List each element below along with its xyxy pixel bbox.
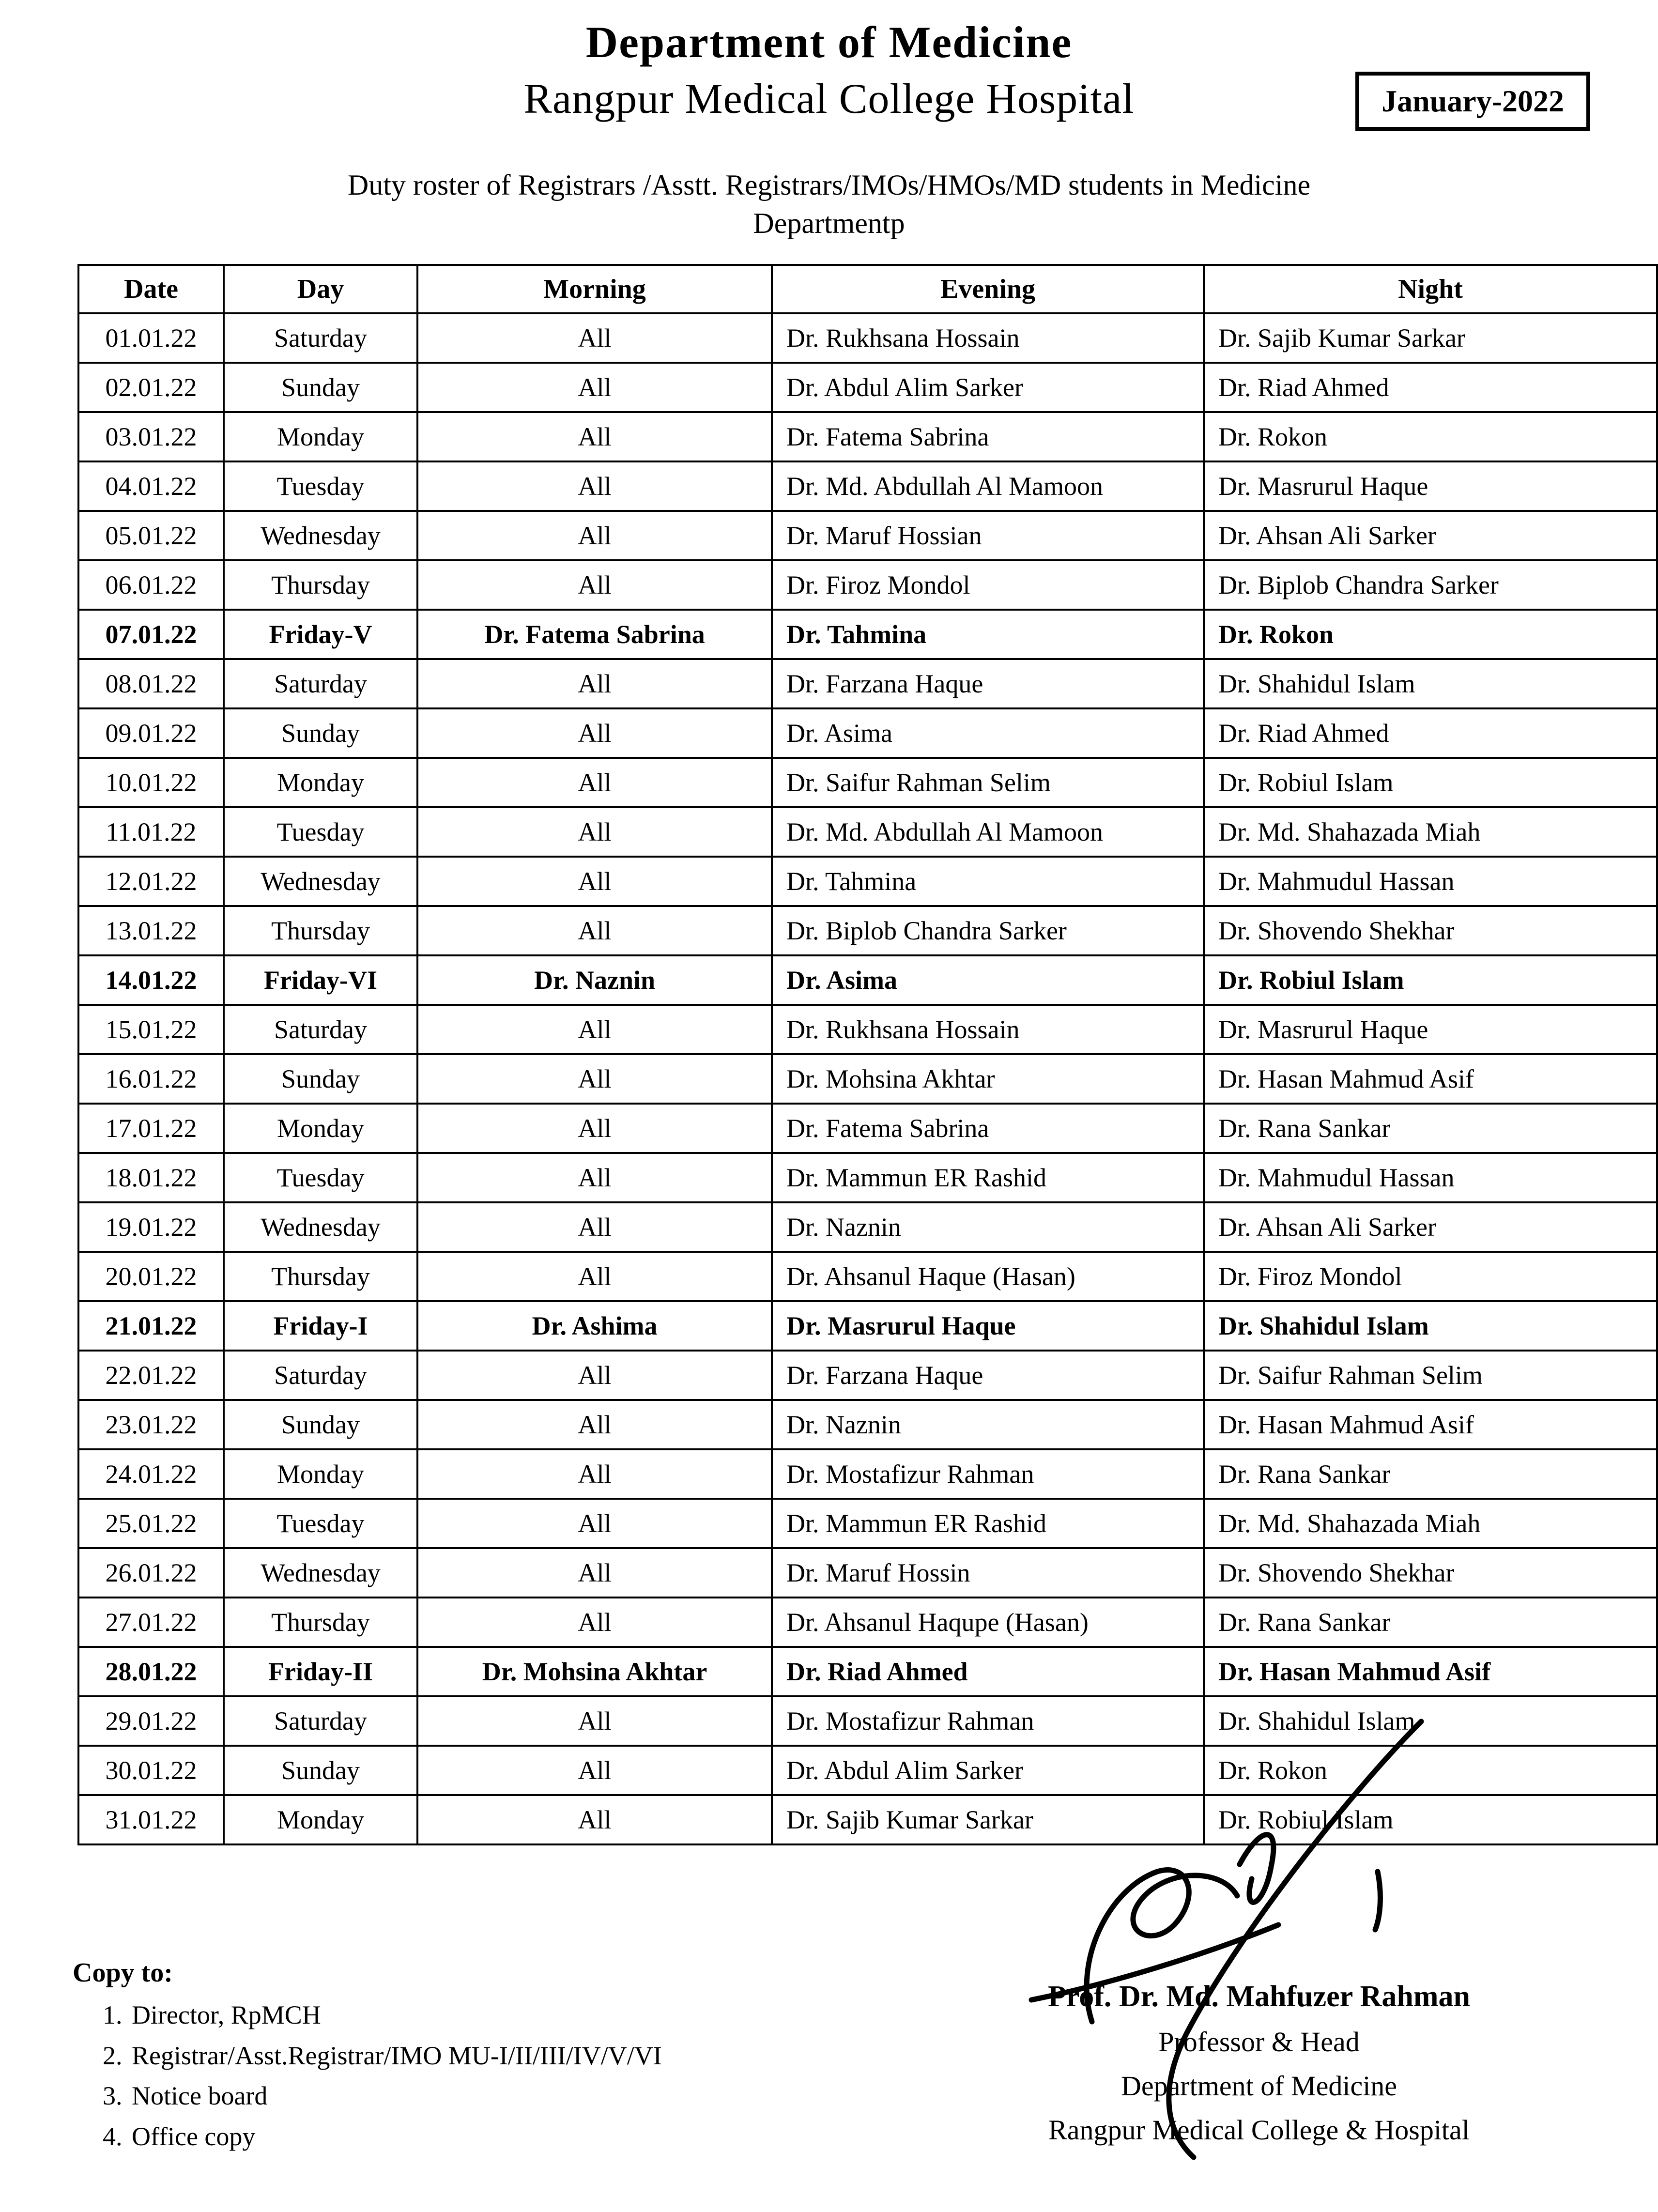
evening-cell: Dr. Maruf Hossin bbox=[772, 1548, 1204, 1598]
evening-cell: Dr. Asima bbox=[772, 955, 1204, 1005]
date-cell: 23.01.22 bbox=[78, 1400, 224, 1449]
table-row bbox=[78, 807, 1657, 857]
table-row bbox=[78, 1005, 1657, 1054]
day-cell: Monday bbox=[224, 758, 417, 807]
table-row bbox=[78, 1696, 1657, 1746]
day-cell: Friday-I bbox=[224, 1301, 417, 1351]
date-cell: 25.01.22 bbox=[78, 1499, 224, 1548]
evening-cell: Dr. Tahmina bbox=[772, 857, 1204, 906]
copy-to-section bbox=[73, 1957, 662, 2157]
copy-to-item: 2. Registrar/Asst.Registrar/IMO MU-I/II/III/IV/V/VI bbox=[129, 2036, 662, 2076]
night-cell: Dr. Rokon bbox=[1204, 412, 1657, 461]
date-cell: 13.01.22 bbox=[78, 906, 224, 955]
night-cell: Dr. Md. Shahazada Miah bbox=[1204, 807, 1657, 857]
night-cell: Dr. Hasan Mahmud Asif bbox=[1204, 1054, 1657, 1104]
description-line-2: Departmentp bbox=[753, 207, 905, 239]
table-row bbox=[78, 857, 1657, 906]
column-header-evening: Evening bbox=[772, 265, 1204, 313]
table-row bbox=[78, 955, 1657, 1005]
table-row bbox=[78, 1795, 1657, 1844]
day-cell: Friday-VI bbox=[224, 955, 417, 1005]
evening-cell: Dr. Md. Abdullah Al Mamoon bbox=[772, 807, 1204, 857]
day-cell: Sunday bbox=[224, 708, 417, 758]
night-cell: Dr. Biplob Chandra Sarker bbox=[1204, 560, 1657, 610]
morning-cell: All bbox=[417, 461, 772, 511]
evening-cell: Dr. Naznin bbox=[772, 1202, 1204, 1252]
table-row bbox=[78, 1351, 1657, 1400]
duty-roster-table bbox=[77, 264, 1658, 1845]
morning-cell: All bbox=[417, 1054, 772, 1104]
date-cell: 22.01.22 bbox=[78, 1351, 224, 1400]
date-cell: 11.01.22 bbox=[78, 807, 224, 857]
table-row bbox=[78, 1499, 1657, 1548]
night-cell: Dr. Robiul Islam bbox=[1204, 758, 1657, 807]
table-row bbox=[78, 511, 1657, 560]
night-cell: Dr. Hasan Mahmud Asif bbox=[1204, 1647, 1657, 1696]
evening-cell: Dr. Farzana Haque bbox=[772, 659, 1204, 708]
night-cell: Dr. Rokon bbox=[1204, 610, 1657, 659]
night-cell: Dr. Rana Sankar bbox=[1204, 1598, 1657, 1647]
day-cell: Friday-II bbox=[224, 1647, 417, 1696]
page-subtitle: Rangpur Medical College Hospital bbox=[523, 76, 1135, 123]
table-row bbox=[78, 1153, 1657, 1202]
table-row bbox=[78, 1202, 1657, 1252]
morning-cell: All bbox=[417, 659, 772, 708]
signatory-role: Professor & Head bbox=[1158, 2026, 1360, 2058]
table-row bbox=[78, 313, 1657, 363]
evening-cell: Dr. Ahsanul Haqupe (Hasan) bbox=[772, 1598, 1204, 1647]
morning-cell: All bbox=[417, 1153, 772, 1202]
morning-cell: Dr. Ashima bbox=[417, 1301, 772, 1351]
roster-body bbox=[78, 313, 1657, 1844]
morning-cell: Dr. Fatema Sabrina bbox=[417, 610, 772, 659]
day-cell: Thursday bbox=[224, 1252, 417, 1301]
column-header-day: Day bbox=[224, 265, 417, 313]
description-line-1: Duty roster of Registrars /Asstt. Registrars/IMOs/HMOs/MD students in Medicine bbox=[347, 169, 1311, 201]
day-cell: Tuesday bbox=[224, 807, 417, 857]
night-cell: Dr. Riad Ahmed bbox=[1204, 708, 1657, 758]
morning-cell: All bbox=[417, 758, 772, 807]
evening-cell: Dr. Fatema Sabrina bbox=[772, 412, 1204, 461]
evening-cell: Dr. Rukhsana Hossain bbox=[772, 313, 1204, 363]
morning-cell: All bbox=[417, 560, 772, 610]
date-cell: 01.01.22 bbox=[78, 313, 224, 363]
signatory-name: Prof. Dr. Md. Mahfuzer Rahman bbox=[1048, 1980, 1470, 2013]
signatory-institution: Rangpur Medical College & Hospital bbox=[1048, 2114, 1470, 2146]
day-cell: Monday bbox=[224, 1104, 417, 1153]
day-cell: Thursday bbox=[224, 560, 417, 610]
night-cell: Dr. Ahsan Ali Sarker bbox=[1204, 1202, 1657, 1252]
day-cell: Saturday bbox=[224, 659, 417, 708]
evening-cell: Dr. Sajib Kumar Sarkar bbox=[772, 1795, 1204, 1844]
table-row bbox=[78, 1400, 1657, 1449]
night-cell: Dr. Saifur Rahman Selim bbox=[1204, 1351, 1657, 1400]
night-cell: Dr. Mahmudul Hassan bbox=[1204, 857, 1657, 906]
night-cell: Dr. Masrurul Haque bbox=[1204, 1005, 1657, 1054]
table-row bbox=[78, 1598, 1657, 1647]
day-cell: Saturday bbox=[224, 1005, 417, 1054]
evening-cell: Dr. Tahmina bbox=[772, 610, 1204, 659]
day-cell: Sunday bbox=[224, 1746, 417, 1795]
evening-cell: Dr. Mostafizur Rahman bbox=[772, 1449, 1204, 1499]
copy-to-label: Copy to: bbox=[73, 1958, 173, 1988]
signatory-department: Department of Medicine bbox=[1121, 2070, 1397, 2102]
morning-cell: Dr. Naznin bbox=[417, 955, 772, 1005]
night-cell: Dr. Masrurul Haque bbox=[1204, 461, 1657, 511]
morning-cell: All bbox=[417, 1795, 772, 1844]
copy-to-item: 3. Notice board bbox=[129, 2076, 662, 2117]
date-cell: 17.01.22 bbox=[78, 1104, 224, 1153]
day-cell: Wednesday bbox=[224, 1548, 417, 1598]
day-cell: Saturday bbox=[224, 313, 417, 363]
date-cell: 28.01.22 bbox=[78, 1647, 224, 1696]
night-cell: Dr. Ahsan Ali Sarker bbox=[1204, 511, 1657, 560]
evening-cell: Dr. Mammun ER Rashid bbox=[772, 1499, 1204, 1548]
column-header-morning: Morning bbox=[417, 265, 772, 313]
morning-cell: All bbox=[417, 906, 772, 955]
date-cell: 03.01.22 bbox=[78, 412, 224, 461]
day-cell: Sunday bbox=[224, 1054, 417, 1104]
night-cell: Dr. Mahmudul Hassan bbox=[1204, 1153, 1657, 1202]
copy-to-item: 4. Office copy bbox=[129, 2117, 662, 2157]
table-row bbox=[78, 1054, 1657, 1104]
date-cell: 19.01.22 bbox=[78, 1202, 224, 1252]
morning-cell: Dr. Mohsina Akhtar bbox=[417, 1647, 772, 1696]
date-cell: 27.01.22 bbox=[78, 1598, 224, 1647]
subtitle-row bbox=[0, 75, 1658, 138]
day-cell: Wednesday bbox=[224, 1202, 417, 1252]
morning-cell: All bbox=[417, 1746, 772, 1795]
morning-cell: All bbox=[417, 1202, 772, 1252]
date-cell: 30.01.22 bbox=[78, 1746, 224, 1795]
date-cell: 21.01.22 bbox=[78, 1301, 224, 1351]
day-cell: Tuesday bbox=[224, 461, 417, 511]
evening-cell: Dr. Maruf Hossian bbox=[772, 511, 1204, 560]
evening-cell: Dr. Mammun ER Rashid bbox=[772, 1153, 1204, 1202]
day-cell: Wednesday bbox=[224, 511, 417, 560]
table-row bbox=[78, 1746, 1657, 1795]
night-cell: Dr. Md. Shahazada Miah bbox=[1204, 1499, 1657, 1548]
night-cell: Dr. Rana Sankar bbox=[1204, 1104, 1657, 1153]
table-row bbox=[78, 1647, 1657, 1696]
day-cell: Tuesday bbox=[224, 1153, 417, 1202]
evening-cell: Dr. Saifur Rahman Selim bbox=[772, 758, 1204, 807]
date-cell: 29.01.22 bbox=[78, 1696, 224, 1746]
night-cell: Dr. Robiul Islam bbox=[1204, 955, 1657, 1005]
morning-cell: All bbox=[417, 412, 772, 461]
copy-to-item: 1. Director, RpMCH bbox=[129, 1995, 662, 2036]
morning-cell: All bbox=[417, 1351, 772, 1400]
date-cell: 06.01.22 bbox=[78, 560, 224, 610]
night-cell: Dr. Rokon bbox=[1204, 1746, 1657, 1795]
table-row bbox=[78, 560, 1657, 610]
table-row bbox=[78, 1449, 1657, 1499]
signature-block bbox=[901, 1980, 1617, 2146]
date-cell: 26.01.22 bbox=[78, 1548, 224, 1598]
morning-cell: All bbox=[417, 363, 772, 412]
evening-cell: Dr. Biplob Chandra Sarker bbox=[772, 906, 1204, 955]
evening-cell: Dr. Asima bbox=[772, 708, 1204, 758]
date-cell: 02.01.22 bbox=[78, 363, 224, 412]
day-cell: Saturday bbox=[224, 1351, 417, 1400]
day-cell: Tuesday bbox=[224, 1499, 417, 1548]
night-cell: Dr. Firoz Mondol bbox=[1204, 1252, 1657, 1301]
evening-cell: Dr. Abdul Alim Sarker bbox=[772, 363, 1204, 412]
evening-cell: Dr. Farzana Haque bbox=[772, 1351, 1204, 1400]
morning-cell: All bbox=[417, 1499, 772, 1548]
day-cell: Saturday bbox=[224, 1696, 417, 1746]
evening-cell: Dr. Riad Ahmed bbox=[772, 1647, 1204, 1696]
night-cell: Dr. Hasan Mahmud Asif bbox=[1204, 1400, 1657, 1449]
night-cell: Dr. Rana Sankar bbox=[1204, 1449, 1657, 1499]
night-cell: Dr. Shovendo Shekhar bbox=[1204, 906, 1657, 955]
morning-cell: All bbox=[417, 1104, 772, 1153]
table-row bbox=[78, 1548, 1657, 1598]
column-header-date: Date bbox=[78, 265, 224, 313]
table-row bbox=[78, 1301, 1657, 1351]
night-cell: Dr. Shahidul Islam bbox=[1204, 659, 1657, 708]
evening-cell: Dr. Fatema Sabrina bbox=[772, 1104, 1204, 1153]
day-cell: Monday bbox=[224, 412, 417, 461]
night-cell: Dr. Shovendo Shekhar bbox=[1204, 1548, 1657, 1598]
day-cell: Monday bbox=[224, 1795, 417, 1844]
evening-cell: Dr. Masrurul Haque bbox=[772, 1301, 1204, 1351]
table-row bbox=[78, 412, 1657, 461]
evening-cell: Dr. Firoz Mondol bbox=[772, 560, 1204, 610]
morning-cell: All bbox=[417, 857, 772, 906]
date-cell: 04.01.22 bbox=[78, 461, 224, 511]
date-cell: 20.01.22 bbox=[78, 1252, 224, 1301]
evening-cell: Dr. Mohsina Akhtar bbox=[772, 1054, 1204, 1104]
table-row bbox=[78, 1104, 1657, 1153]
night-cell: Dr. Riad Ahmed bbox=[1204, 363, 1657, 412]
column-header-night: Night bbox=[1204, 265, 1657, 313]
document-header bbox=[0, 0, 1658, 240]
morning-cell: All bbox=[417, 1252, 772, 1301]
evening-cell: Dr. Md. Abdullah Al Mamoon bbox=[772, 461, 1204, 511]
day-cell: Sunday bbox=[224, 363, 417, 412]
morning-cell: All bbox=[417, 1548, 772, 1598]
table-row bbox=[78, 906, 1657, 955]
date-cell: 31.01.22 bbox=[78, 1795, 224, 1844]
copy-to-list bbox=[100, 1995, 662, 2157]
morning-cell: All bbox=[417, 1400, 772, 1449]
day-cell: Monday bbox=[224, 1449, 417, 1499]
morning-cell: All bbox=[417, 1696, 772, 1746]
month-box: January-2022 bbox=[1355, 72, 1590, 131]
date-cell: 24.01.22 bbox=[78, 1449, 224, 1499]
morning-cell: All bbox=[417, 1449, 772, 1499]
night-cell: Dr. Sajib Kumar Sarkar bbox=[1204, 313, 1657, 363]
morning-cell: All bbox=[417, 511, 772, 560]
date-cell: 10.01.22 bbox=[78, 758, 224, 807]
evening-cell: Dr. Ahsanul Haque (Hasan) bbox=[772, 1252, 1204, 1301]
day-cell: Friday-V bbox=[224, 610, 417, 659]
morning-cell: All bbox=[417, 708, 772, 758]
day-cell: Thursday bbox=[224, 906, 417, 955]
evening-cell: Dr. Mostafizur Rahman bbox=[772, 1696, 1204, 1746]
night-cell: Dr. Shahidul Islam bbox=[1204, 1696, 1657, 1746]
table-row bbox=[78, 1252, 1657, 1301]
table-row bbox=[78, 708, 1657, 758]
date-cell: 15.01.22 bbox=[78, 1005, 224, 1054]
morning-cell: All bbox=[417, 313, 772, 363]
date-cell: 12.01.22 bbox=[78, 857, 224, 906]
day-cell: Thursday bbox=[224, 1598, 417, 1647]
table-row bbox=[78, 461, 1657, 511]
date-cell: 14.01.22 bbox=[78, 955, 224, 1005]
table-header-row bbox=[78, 265, 1657, 313]
evening-cell: Dr. Abdul Alim Sarker bbox=[772, 1746, 1204, 1795]
evening-cell: Dr. Rukhsana Hossain bbox=[772, 1005, 1204, 1054]
table-row bbox=[78, 610, 1657, 659]
day-cell: Sunday bbox=[224, 1400, 417, 1449]
date-cell: 05.01.22 bbox=[78, 511, 224, 560]
signature-apostrophe-mark bbox=[1375, 1872, 1380, 1930]
morning-cell: All bbox=[417, 1005, 772, 1054]
date-cell: 08.01.22 bbox=[78, 659, 224, 708]
date-cell: 18.01.22 bbox=[78, 1153, 224, 1202]
page-title: Department of Medicine bbox=[585, 17, 1073, 67]
morning-cell: All bbox=[417, 807, 772, 857]
table-row bbox=[78, 659, 1657, 708]
date-cell: 07.01.22 bbox=[78, 610, 224, 659]
table-row bbox=[78, 363, 1657, 412]
night-cell: Dr. Robiul Islam bbox=[1204, 1795, 1657, 1844]
morning-cell: All bbox=[417, 1598, 772, 1647]
day-cell: Wednesday bbox=[224, 857, 417, 906]
evening-cell: Dr. Naznin bbox=[772, 1400, 1204, 1449]
night-cell: Dr. Shahidul Islam bbox=[1204, 1301, 1657, 1351]
table-row bbox=[78, 758, 1657, 807]
date-cell: 16.01.22 bbox=[78, 1054, 224, 1104]
date-cell: 09.01.22 bbox=[78, 708, 224, 758]
